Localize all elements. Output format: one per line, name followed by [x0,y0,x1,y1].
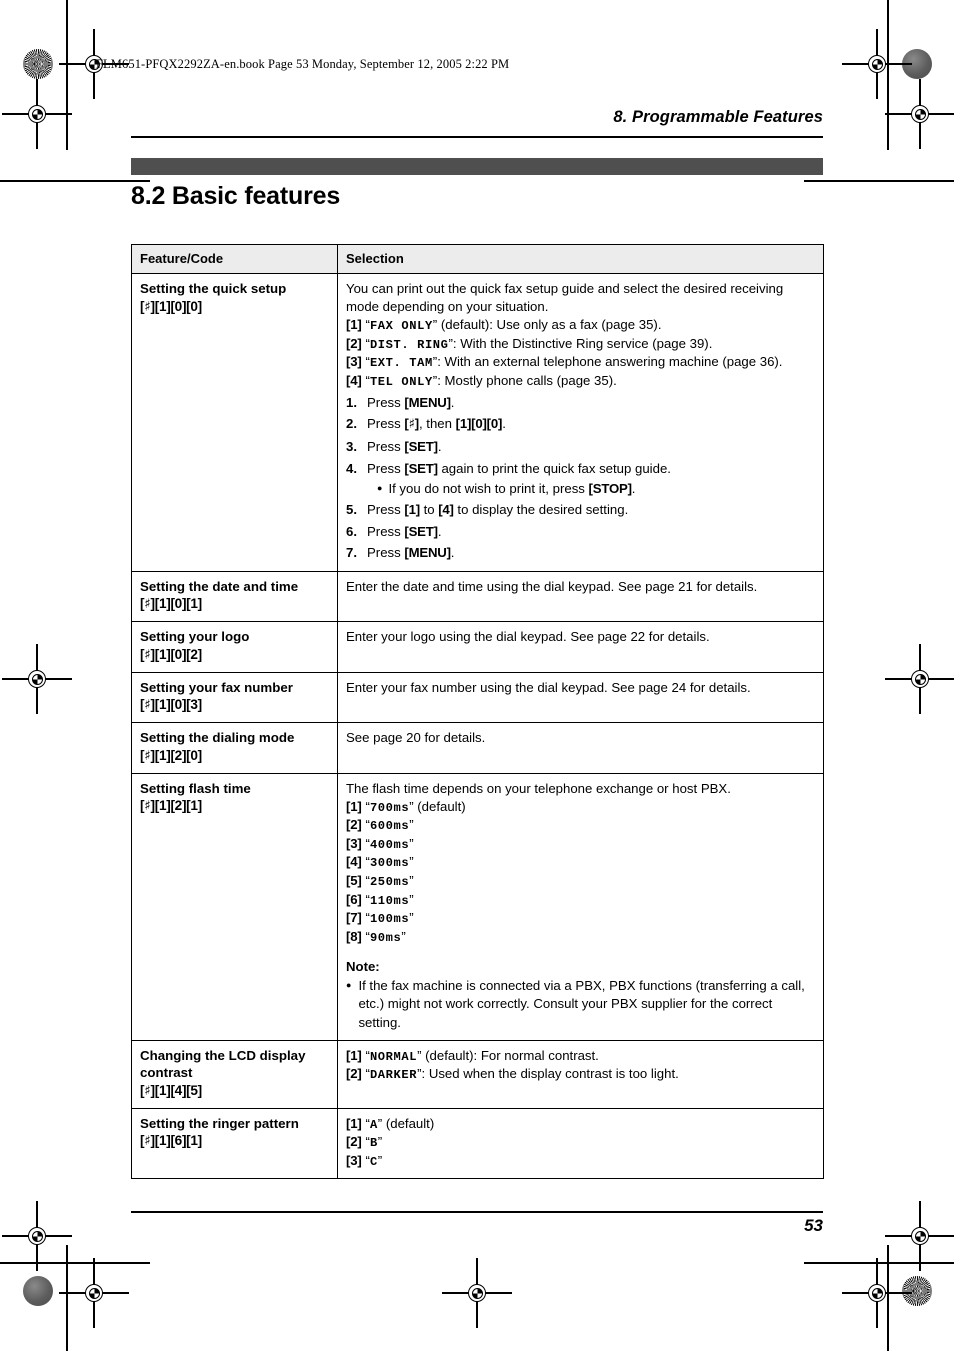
selection-cell [338,773,824,1040]
halftone-star-target-bottom-right [902,1276,932,1306]
feature-code: [♯][1][0][0] [140,298,202,315]
selection-option: [8] “90ms” [346,928,406,945]
selection-option: [4] “TEL ONLY”: Mostly phone calls (page 35). [346,372,617,389]
selection-option: [2] “DARKER”: Used when the display contrast is too light. [346,1066,679,1083]
registration-mark-middle-right [903,662,937,696]
selection-option: [6] “110ms” [346,891,414,908]
feature-code-cell [132,1040,338,1108]
feature-name: Setting the quick setup [140,281,287,296]
footer-rule [131,1211,823,1213]
selection-option: [5] “250ms” [346,873,414,890]
feature-code-cell [132,622,338,673]
procedure-substep: ● If you do not wish to print it, press [STOP]. [377,480,636,496]
selection-intro: You can print out the quick fax setup guide and select the desired receiving mode depending on your situation. [346,281,784,315]
feature-code-cell [132,571,338,622]
column-header-feature-code: Feature/Code [132,245,338,274]
selection-cell [338,1108,824,1179]
selection-intro: Enter your fax number using the dial keypad. See page 24 for details. [346,679,751,695]
feature-code-cell [132,274,338,572]
feature-code: [♯][1][4][5] [140,1082,202,1099]
selection-cell [338,672,824,723]
trim-line-bottom-left-vertical [66,1245,68,1351]
selection-cell [338,1040,824,1108]
feature-name: Setting your fax number [140,679,293,695]
feature-code-cell [132,1108,338,1179]
header-rule [131,136,823,138]
procedure-step: 1. Press [MENU]. [346,394,455,410]
feature-code-cell [132,672,338,723]
selection-option: [4] “300ms” [346,854,414,871]
selection-option: [1] “A” (default) [346,1115,435,1132]
section-title-bar [131,158,823,175]
registration-mark-top-right [860,47,894,81]
print-job-header: FLM651-PFQX2292ZA-en.book Page 53 Monday, September 12, 2005 2:22 PM [96,57,510,71]
table-row [132,773,824,1040]
procedure-step: 6. Press [SET]. [346,523,442,539]
selection-option: [1] “NORMAL” (default): For normal contrast. [346,1047,599,1064]
selection-option: [3] “400ms” [346,835,414,852]
feature-name: Setting your logo [140,629,250,645]
registration-mark-lower-right-corner [903,1219,937,1253]
feature-name: Changing the LCD display contrast [140,1047,306,1081]
procedure-step: 3. Press [SET]. [346,439,442,455]
features-table [131,244,824,1179]
selection-option: [3] “EXT. TAM”: With an external telephone answering machine (page 36). [346,354,783,371]
note-item: ● If the fax machine is connected via a PBX, PBX functions (transferring a call, etc.) might not work correctly. Consult your PBX supplier for the correct setting. [346,978,805,1030]
selection-option: [1] “FAX ONLY” (default): Use only as a fax (page 35). [346,317,662,334]
trim-line-top-right-horizontal [804,180,954,182]
feature-name: Setting the ringer pattern [140,1115,299,1131]
feature-code: [♯][1][0][3] [140,697,202,714]
selection-intro: The flash time depends on your telephone exchange or host PBX. [346,780,731,796]
selection-option: [2] “DIST. RING”: With the Distinctive Ring service (page 39). [346,335,713,352]
selection-option: [3] “C” [346,1152,383,1169]
page-number: 53 [804,1216,823,1235]
registration-mark-upper-left-corner [20,97,54,131]
table-row [132,723,824,774]
feature-code: [♯][1][6][1] [140,1133,202,1150]
selection-option: [2] “600ms” [346,817,414,834]
running-head-chapter: 8. Programmable Features [613,108,823,126]
feature-name: Setting flash time [140,780,251,796]
registration-mark-upper-right-corner [903,97,937,131]
procedure-step: 5. Press [1] to [4] to display the desired setting. [346,502,629,518]
column-header-selection: Selection [338,245,824,274]
feature-code-cell [132,723,338,774]
procedure-steps [346,394,815,563]
feature-code: [♯][1][2][1] [140,798,202,815]
feature-name: Setting the date and time [140,578,299,594]
feature-code: [♯][1][0][1] [140,596,202,613]
trim-line-bottom-right-horizontal [804,1262,954,1264]
selection-cell [338,622,824,673]
registration-mark-bottom-center [460,1276,494,1310]
selection-intro: Enter the date and time using the dial keypad. See page 21 for details. [346,578,758,594]
density-patch-bottom-left [23,1276,53,1306]
table-row [132,1040,824,1108]
feature-name: Setting the dialing mode [140,730,295,746]
table-body [132,274,824,1179]
page-title: 8.2 Basic features [131,182,341,210]
feature-code: [♯][1][0][2] [140,646,202,663]
procedure-step: 2. Press [♯], then [1][0][0]. [346,416,506,433]
selection-intro: Enter your logo using the dial keypad. See page 22 for details. [346,629,710,645]
procedure-step: 7. Press [MENU]. [346,545,455,561]
selection-option: [7] “100ms” [346,910,414,927]
selection-option: [1] “700ms” (default) [346,798,466,815]
trim-line-top-left-vertical [66,0,68,150]
table-row [132,622,824,673]
selection-cell [338,723,824,774]
trim-line-bottom-left-horizontal [0,1262,150,1264]
registration-mark-lower-left-corner [20,1219,54,1253]
procedure-step: 4. Press [SET] again to print the quick fax setup guide. [346,460,671,476]
feature-code-cell [132,773,338,1040]
trim-line-top-left-horizontal [0,180,150,182]
registration-mark-middle-left [20,662,54,696]
table-row [132,1108,824,1179]
table-row [132,672,824,723]
selection-cell [338,274,824,572]
halftone-star-target-top-left [23,49,53,79]
selection-option: [2] “B” [346,1134,383,1151]
registration-mark-bottom-right [860,1276,894,1310]
registration-mark-bottom-left [77,1276,111,1310]
table-row [132,571,824,622]
note-heading: Note: [346,959,380,975]
selection-intro: See page 20 for details. [346,730,486,746]
table-row [132,274,824,572]
selection-cell [338,571,824,622]
feature-code: [♯][1][2][0] [140,747,202,764]
table-header-row [132,245,824,274]
